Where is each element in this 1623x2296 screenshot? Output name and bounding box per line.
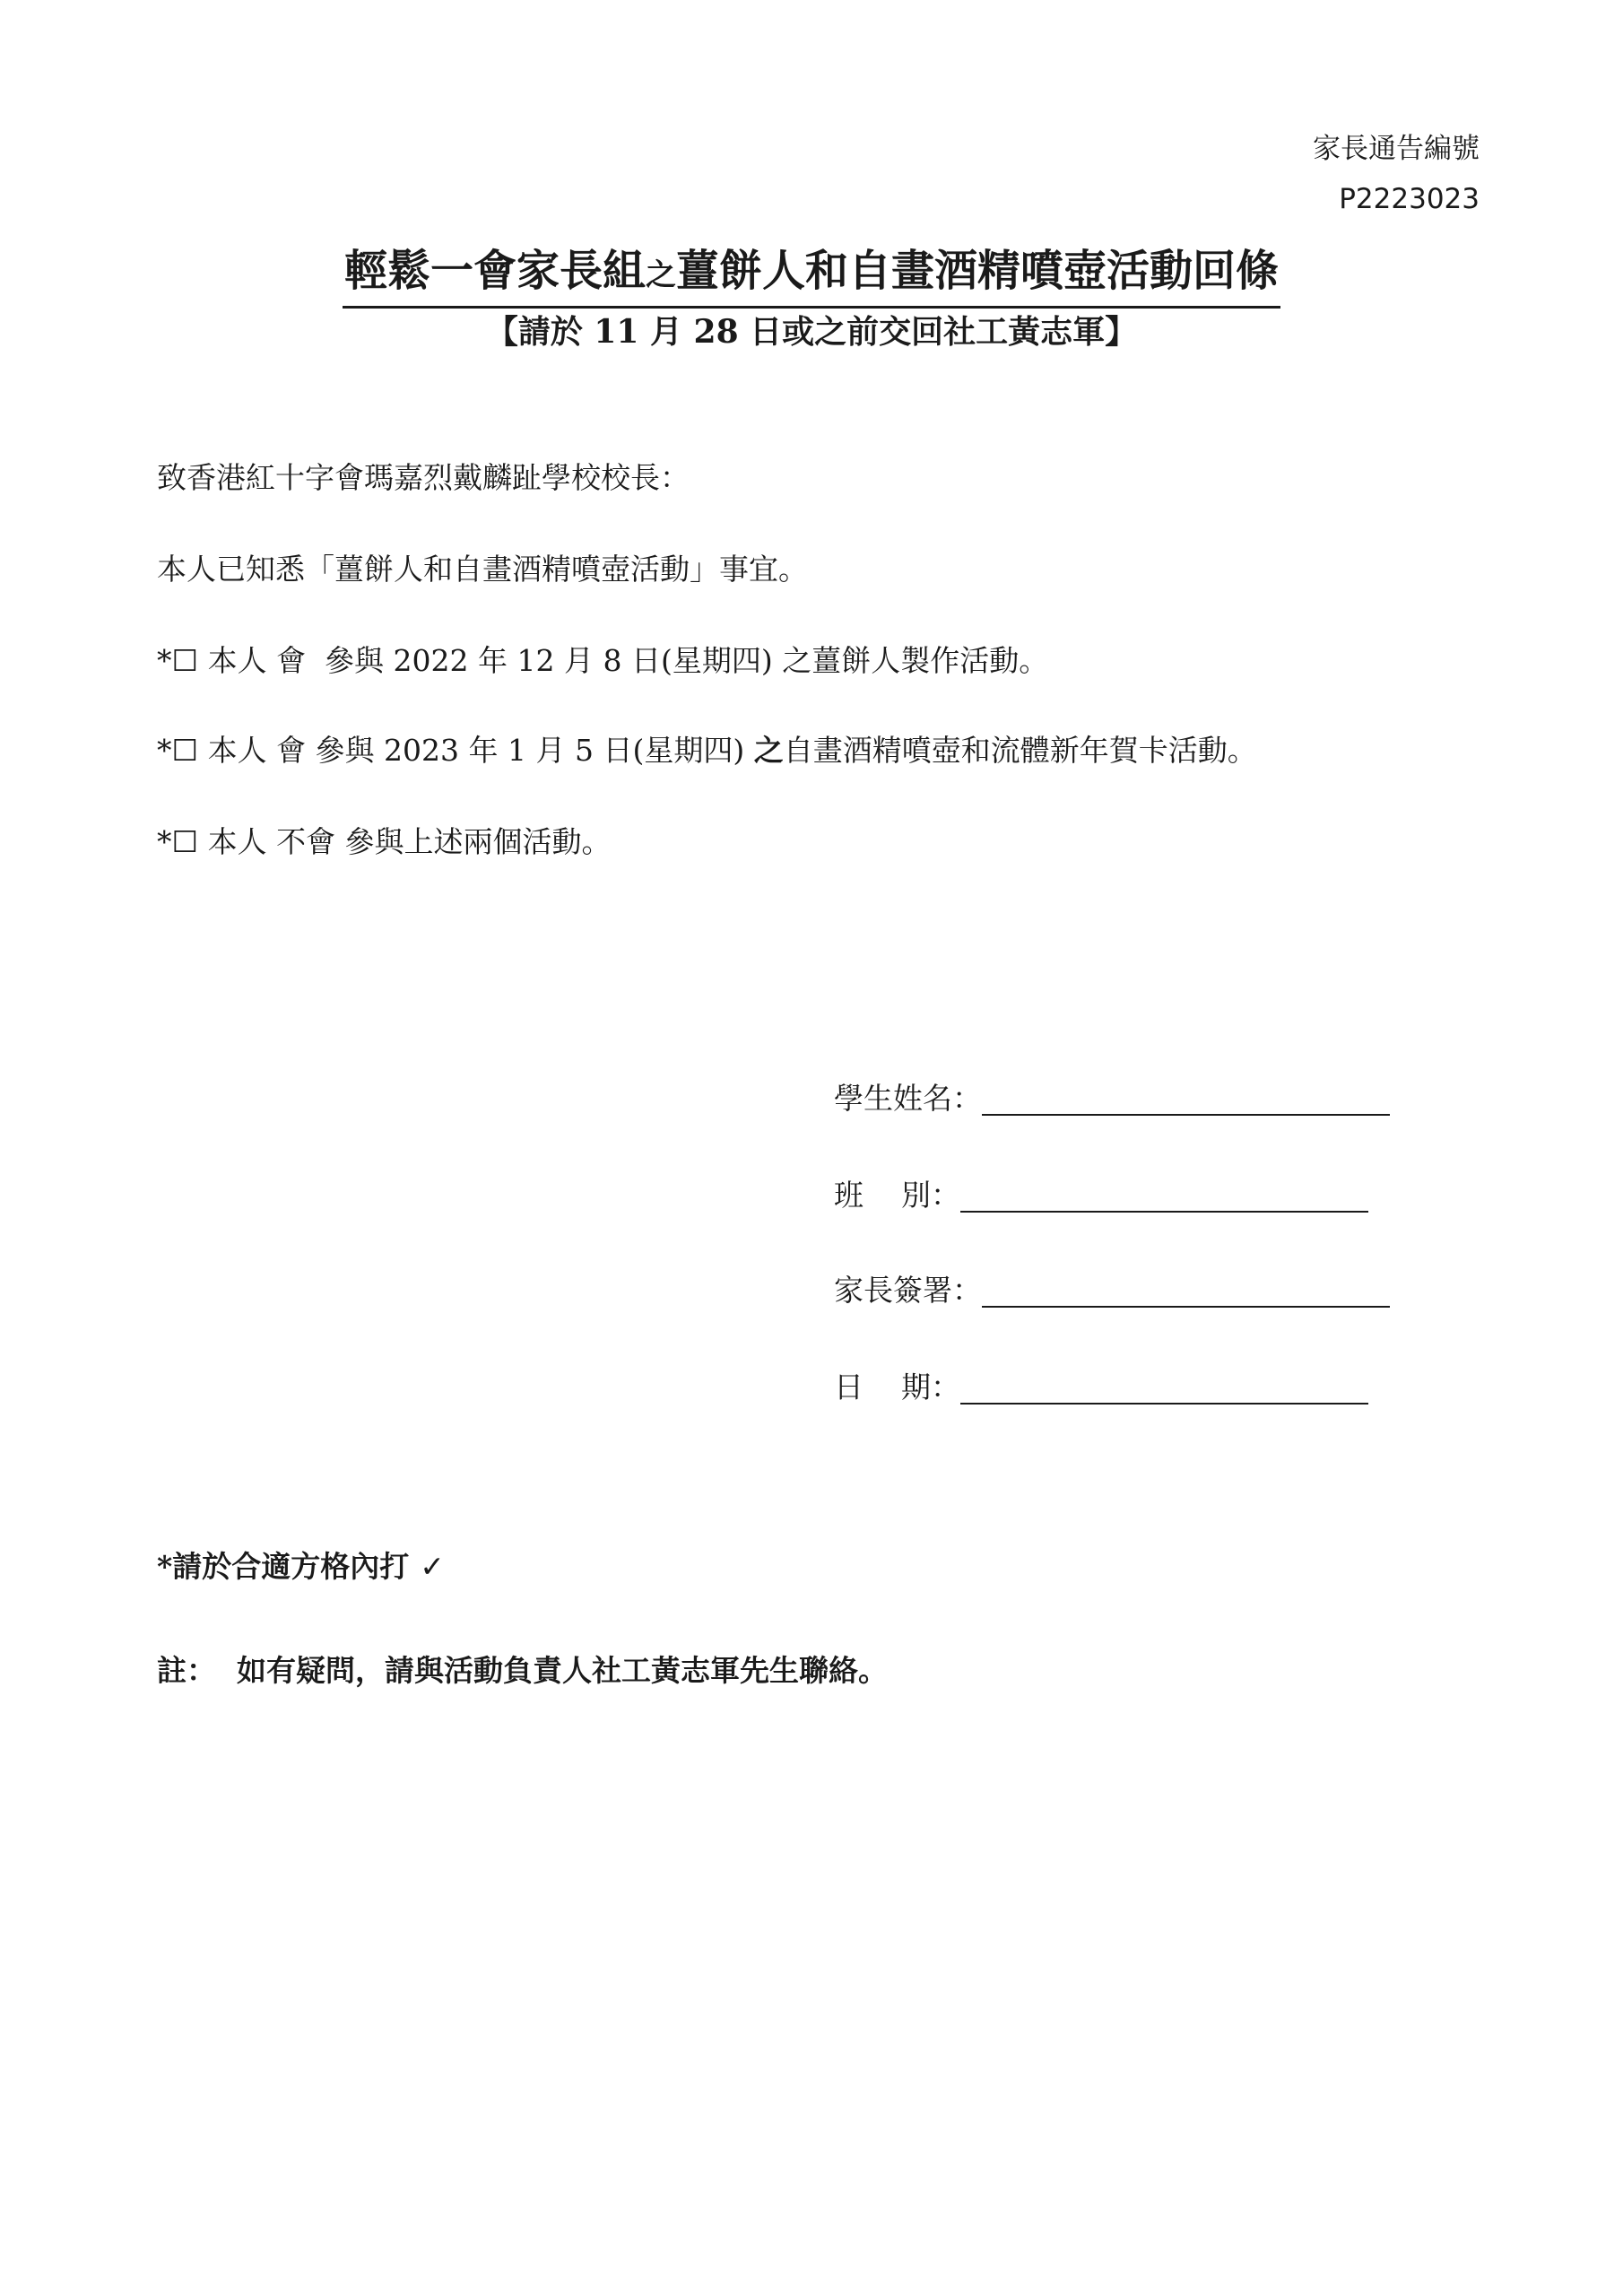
title-part2: 薑餅人和自畫酒精噴壺活動回條 — [676, 246, 1280, 296]
student-name-field[interactable] — [982, 1082, 1390, 1116]
tick-instruction — [157, 1544, 445, 1589]
notice-number: P2223023 — [1339, 183, 1480, 215]
option-gingerbread[interactable]: *☐ 本人 會 參與 2022 年 12 月 8 日(星期四) 之薑餅人製作活動。 — [157, 643, 1049, 678]
salutation: 致香港紅十字會瑪嘉烈戴麟趾學校校長： — [157, 460, 690, 495]
parent-signature-field[interactable] — [982, 1274, 1390, 1308]
notice-info — [1313, 124, 1480, 224]
student-name-row — [834, 1076, 1390, 1121]
student-name-label: 學生姓名： — [834, 1081, 982, 1116]
title-part1: 輕鬆一會家長組 — [343, 246, 646, 296]
option-not-attend[interactable]: *☐ 本人 不會 參與上述兩個活動。 — [157, 824, 612, 859]
acknowledge-text: 本人已知悉「薑餅人和自畫酒精噴壺活動」事宜。 — [157, 552, 808, 587]
inquiry-note: 註： 如有疑問，請與活動負責人社工黃志軍先生聯絡。 — [157, 1653, 888, 1688]
option2-text-before: *☐ 本人 會 參與 2023 年 1 月 5 日(星期四) — [157, 733, 754, 768]
date-label: 日 期： — [834, 1370, 960, 1405]
class-label: 班 別： — [834, 1178, 960, 1213]
tick-instruction-text: *請於合適方格內打 — [157, 1549, 410, 1584]
return-deadline: 【請於 11 月 28 日或之前交回社工黃志軍】 — [485, 313, 1138, 351]
check-icon: ✓ — [420, 1549, 445, 1584]
title-part-small: 之 — [646, 257, 676, 293]
class-row — [834, 1173, 1368, 1218]
class-field[interactable] — [960, 1178, 1368, 1213]
option2-text-after: 自畫酒精噴壺和流體新年賀卡活動。 — [783, 733, 1257, 768]
option2-bold-zhi: 之 — [753, 733, 784, 768]
parent-signature-row — [834, 1268, 1390, 1313]
date-field[interactable] — [960, 1370, 1368, 1405]
option-spray-bottle[interactable] — [157, 728, 1257, 773]
date-row — [834, 1365, 1368, 1410]
page-title — [0, 244, 1623, 309]
title-underlined — [343, 244, 1280, 309]
parent-signature-label: 家長簽署： — [834, 1273, 982, 1308]
notice-label: 家長通告編號 — [1313, 133, 1480, 165]
